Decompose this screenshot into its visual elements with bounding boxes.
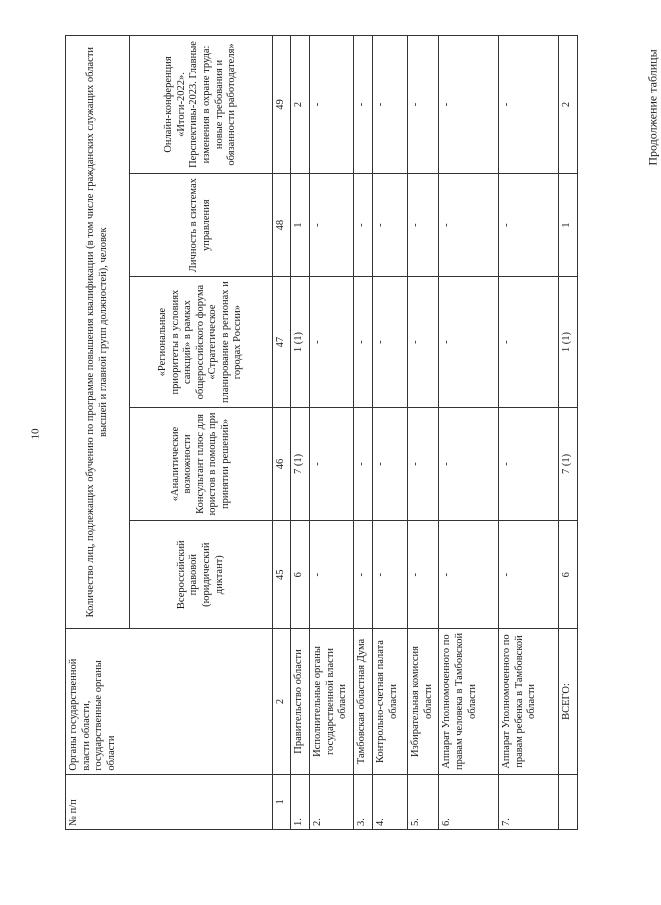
row-num: 4. bbox=[372, 774, 407, 829]
row-value: - bbox=[499, 407, 559, 520]
row-value: - bbox=[354, 36, 373, 174]
row-value: - bbox=[310, 36, 354, 174]
header-num: № п/п bbox=[66, 774, 273, 829]
row-org: Тамбовская областная Дума bbox=[354, 629, 373, 774]
row-org: Аппарат Уполномоченного по правам ребенка в Тамбовской области bbox=[499, 629, 559, 774]
header-program-4: Личность в системах управления bbox=[130, 173, 273, 276]
row-org: Контрольно-счетная палата области bbox=[372, 629, 407, 774]
row-value: - bbox=[499, 277, 559, 407]
row-value: - bbox=[372, 521, 407, 629]
header-program-2: «Аналитические возможности Консультант плюс для юристов в помощь при принятии решений» bbox=[130, 407, 273, 520]
total-value: 2 bbox=[559, 36, 578, 174]
row-value: - bbox=[408, 407, 439, 520]
row-value: - bbox=[372, 173, 407, 276]
row-num: 1. bbox=[291, 774, 310, 829]
total-value: 1 bbox=[559, 173, 578, 276]
row-value: - bbox=[408, 173, 439, 276]
table-row bbox=[372, 36, 407, 830]
row-value: - bbox=[354, 277, 373, 407]
row-value: - bbox=[354, 407, 373, 520]
row-value: - bbox=[354, 173, 373, 276]
row-value: - bbox=[499, 36, 559, 174]
table-row bbox=[310, 36, 354, 830]
header-program-1: Всероссийский правовой (юридический диктант) bbox=[130, 521, 273, 629]
total-value: 7 (1) bbox=[559, 407, 578, 520]
index-cell: 1 bbox=[272, 774, 291, 829]
row-value: 7 (1) bbox=[291, 407, 310, 520]
row-num: 3. bbox=[354, 774, 373, 829]
row-value: - bbox=[439, 277, 499, 407]
row-value: - bbox=[310, 407, 354, 520]
header-org: Органы государственной власти области, государственные органы области bbox=[66, 629, 273, 774]
row-num: 6. bbox=[439, 774, 499, 829]
total-row bbox=[559, 36, 578, 830]
row-value: - bbox=[408, 521, 439, 629]
row-num: 5. bbox=[408, 774, 439, 829]
table-row bbox=[439, 36, 499, 830]
row-org: Исполнительные органы государственной власти области bbox=[310, 629, 354, 774]
index-cell: 48 bbox=[272, 173, 291, 276]
row-value: - bbox=[408, 36, 439, 174]
page-number: 10 bbox=[29, 428, 42, 440]
index-cell: 47 bbox=[272, 277, 291, 407]
row-value: - bbox=[439, 407, 499, 520]
row-value: - bbox=[310, 521, 354, 629]
row-value: - bbox=[439, 521, 499, 629]
row-value: 1 (1) bbox=[291, 277, 310, 407]
row-value: 6 bbox=[291, 521, 310, 629]
row-value: 2 bbox=[291, 36, 310, 174]
row-value: - bbox=[499, 521, 559, 629]
index-cell: 46 bbox=[272, 407, 291, 520]
row-value: - bbox=[439, 36, 499, 174]
training-table bbox=[65, 35, 578, 830]
row-value: - bbox=[499, 173, 559, 276]
row-org: Избирательная комиссия области bbox=[408, 629, 439, 774]
row-org: Аппарат Уполномоченного по правам человека в Тамбовской области bbox=[439, 629, 499, 774]
row-value: - bbox=[372, 277, 407, 407]
header-group: Количество лиц, подлежащих обучению по программе повышения квалификации (в том числе гражданских служащих области высшей и главной групп должностей), человек bbox=[66, 36, 130, 629]
table-row bbox=[408, 36, 439, 830]
total-value: 6 bbox=[559, 521, 578, 629]
table-row bbox=[291, 36, 310, 830]
row-org: Правительство области bbox=[291, 629, 310, 774]
row-value: 1 bbox=[291, 173, 310, 276]
index-cell: 2 bbox=[272, 629, 291, 774]
continued-label: Продолжение таблицы bbox=[645, 49, 660, 166]
row-num: 7. bbox=[499, 774, 559, 829]
index-row bbox=[272, 36, 291, 830]
row-num: 2. bbox=[310, 774, 354, 829]
table-row bbox=[354, 36, 373, 830]
header-program-3: «Региональные приоритеты в условиях санкций» в рамках общероссийского форума «Стратегическое планирование в регионах и городах России» bbox=[130, 277, 273, 407]
total-value: 1 (1) bbox=[559, 277, 578, 407]
table-container bbox=[65, 35, 578, 830]
header-program-5: Онлайн-конференция «Итоги-2022». Перспективы-2023. Главные изменения в охране труда: новые требования и обязанности работодателя» bbox=[130, 36, 273, 174]
row-value: - bbox=[354, 521, 373, 629]
index-cell: 49 bbox=[272, 36, 291, 174]
row-value: - bbox=[310, 173, 354, 276]
row-value: - bbox=[372, 36, 407, 174]
table-row bbox=[499, 36, 559, 830]
row-value: - bbox=[372, 407, 407, 520]
total-label: ВСЕГО: bbox=[559, 629, 578, 774]
row-value: - bbox=[408, 277, 439, 407]
row-value: - bbox=[310, 277, 354, 407]
index-cell: 45 bbox=[272, 521, 291, 629]
row-value: - bbox=[439, 173, 499, 276]
